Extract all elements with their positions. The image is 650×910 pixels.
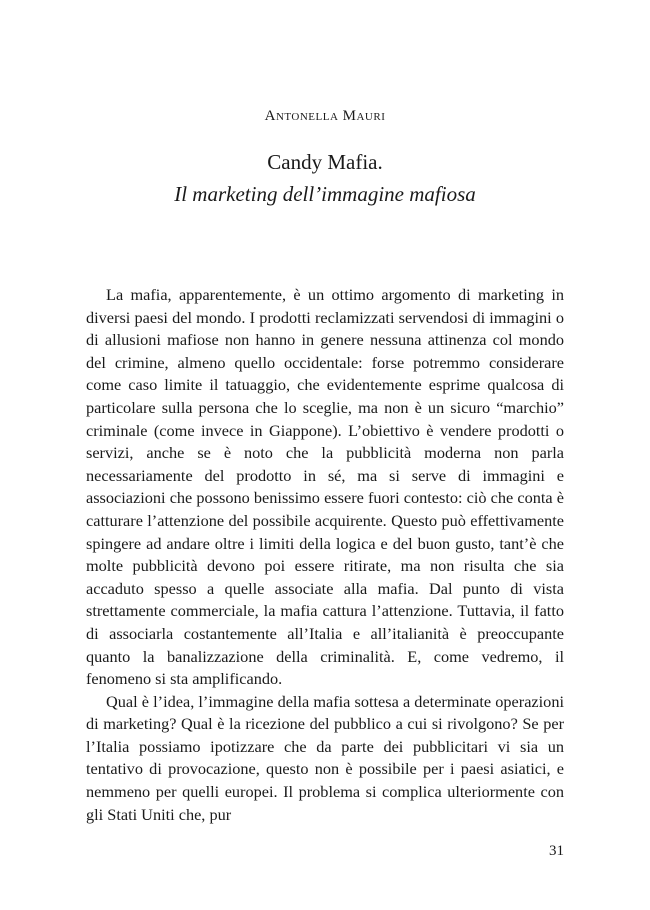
- chapter-title: Candy Mafia.: [267, 150, 383, 174]
- page-number: 31: [549, 843, 564, 859]
- chapter-title-block: [0, 146, 650, 210]
- body-text: [86, 284, 564, 826]
- chapter-subtitle: Il marketing dell’immagine mafiosa: [174, 182, 476, 206]
- paragraph-2: Qual è l’idea, l’immagine della mafia sottesa a determinate operazioni di marketing? Qual è la ricezione del pubblico a cui si rivolgono? Se per l’Italia possiamo ipotizzare che da parte dei pubblicitari vi sia un tentativo di provocazione, questo non è possibile per i paesi asiatici, e nemmeno per quelli europei. Il problema si complica ulteriormente con gli Stati Uniti che, pur: [86, 691, 564, 824]
- paragraph-1: La mafia, apparentemente, è un ottimo argomento di marketing in diversi paesi del mondo. I prodotti reclamizzati servendosi di immagini o di allusioni mafiose non hanno in genere nessuna attinenza col mondo del crimine, almeno quello occidentale: forse potremmo considerare come caso limite il tatuaggio, che evidentemente esprime qualcosa di particolare sulla persona che lo sceglie, ma non è un sicuro “marchio” criminale (come invece in Giappone). L’obiettivo è vendere prodotti o servizi, anche se è noto che la pubblicità moderna non parla necessariamente del prodotto in sé, ma si serve di immagini e associazioni che possono benissimo essere fuori contesto: ciò che conta è catturare l’attenzione del possibile acquirente. Questo può effettivamente spingere ad andare oltre i limiti della logica e del buon gusto, tant’è che molte pubblicità devono poi essere ritirate, ma non risulta che sia accaduto spesso a quelle associate alla mafia. Dal punto di vista strettamente commerciale, la mafia cattura l’attenzione. Tuttavia, il fatto di associarla costantemente all’Italia e all’italianità è preoccupante quanto la banalizzazione della criminalità. E, come vedremo, il fenomeno si sta amplificando.: [86, 285, 564, 689]
- chapter-author: Antonella Mauri: [264, 108, 386, 124]
